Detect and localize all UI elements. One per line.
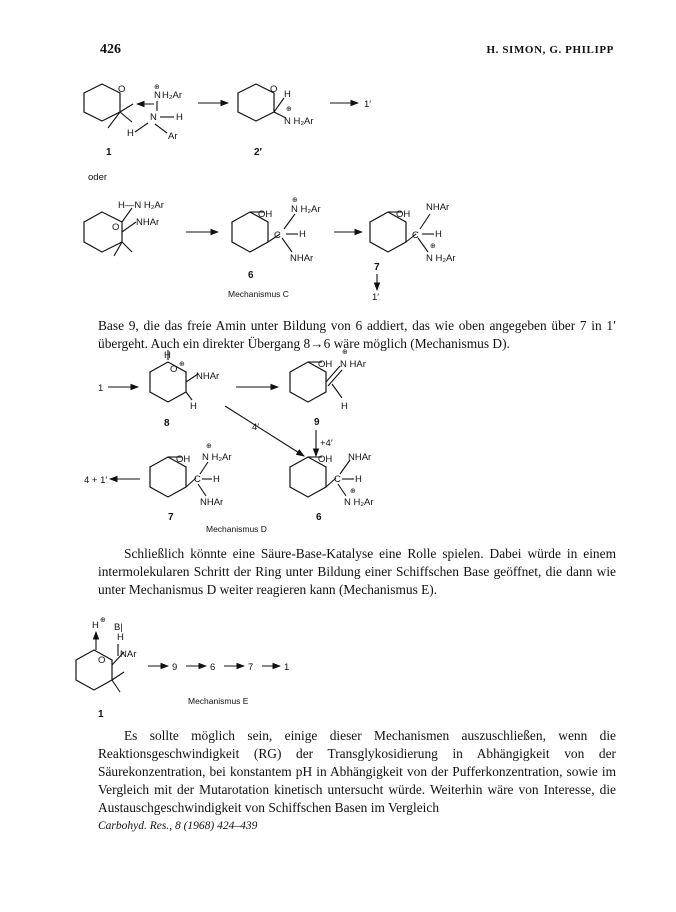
structure-7 [370,202,456,303]
start-1-label: 1 [98,383,104,394]
oh-label: OH [176,454,191,465]
structure-8 [150,350,219,429]
compound-9-label: 9 [314,417,320,428]
compound-7-label: 7 [168,512,174,523]
compound-2prime-label: 2′ [254,147,262,158]
plus-charge: ⊕ [292,197,298,204]
h-label: H [299,229,306,240]
nhar-label: NHAr [290,253,314,264]
c-label: C [194,474,201,485]
h-plus-label: H [92,620,99,631]
plus-4prime-label: 4′ [252,422,260,433]
product-1prime-label: 1′ [372,292,380,303]
journal-citation: Carbohyd. Res., 8 (1968) 424–439 [98,820,258,832]
h-label: H [213,474,220,485]
plus-charge: ⊕ [350,488,356,495]
compound-6-label: 6 [248,270,254,281]
mechanism-e-caption: Mechanismus E [188,696,249,706]
ar-label: Ar [168,131,178,142]
c-label: C [334,474,341,485]
nh2ar-label: N H₂Ar [284,116,314,127]
paragraph-2-text: Schließlich könnte eine Säure-Base-Katalyse eine Rolle spielen. Dabei würde in einem intermolekularen Schritt der Ring unter Bildung einer Schiffschen Base geöffnet, die dann wie unter Mechanismus D weiter reagieren kann (Mechanismus E). [98,546,616,597]
oh-label: OH [318,359,333,370]
plus-charge: ⊕ [286,106,292,113]
plus-charge: ⊕ [179,361,185,368]
seq-6: 6 [210,662,216,673]
products-4-1prime: 4 + 1′ [84,475,108,486]
h-label: H [355,474,362,485]
h-label: H [176,112,183,123]
n-har-label: N HAr [340,359,366,370]
oh-label: OH [258,209,273,220]
c-label: C [274,230,281,241]
n-h2ar-label: N H₂Ar [202,452,232,463]
n-h2ar-label: N [154,90,161,101]
compound-1-label: 1 [98,709,104,720]
h-top-label: H [164,350,171,361]
oh-label: OH [396,209,411,220]
mechanism-d-caption: Mechanismus D [206,524,267,534]
compound-7-label: 7 [374,262,380,273]
seq-9: 9 [172,662,178,673]
oh-label: OH [318,454,333,465]
plus-charge: ⊕ [100,617,106,624]
seq-1: 1 [284,662,290,673]
plus-4prime-label: +4′ [320,438,333,449]
h-label: H [284,89,291,100]
o-plus-label: O [170,364,178,375]
paragraph-2 [98,545,616,599]
n-h2ar-label: N H₂Ar [426,253,456,264]
plus-charge: ⊕ [342,349,348,356]
paragraph-3-text: Es sollte möglich sein, einige dieser Mechanismen auszuschließen, wenn die Reaktionsgeschwindigkeit (RG) der Transglykosidierung in Abhängigkeit von der Säurekonzentration, bei konstantem pH in Abhängigkeit von der Pufferkonzentration, sowie im Vergleich mit der Mutarotation kinetisch untersucht würde. Weiterhin wäre von Interesse, die Austauschgeschwindigkeit von Schiffschen Basen im Vergleich [98,728,616,815]
page-number: 426 [100,42,121,57]
n-h2ar-label: N H₂Ar [344,497,374,508]
h-label: H [341,401,348,412]
h2ar-tail: H₂Ar [162,90,183,101]
h-label: H [117,632,124,643]
nhar-label: NHAr [196,371,220,382]
nhar-label: NHAr [348,452,372,463]
structure-c-left [84,200,164,256]
compound-1-label: 1 [106,147,112,158]
plus-charge: ⊕ [206,443,212,450]
paragraph-1 [98,317,616,353]
c-label: C [412,230,419,241]
structure-2prime [238,84,314,158]
h-label: H [190,401,197,412]
structure-1-e [76,617,136,720]
structure-6-d [290,452,374,523]
compound-8-label: 8 [164,418,170,429]
nhar-label: NHAr [426,202,450,213]
compound-6-label: 6 [316,512,322,523]
plus-charge: ⊕ [154,84,160,91]
ring-oxygen-label: O [270,84,278,95]
structure-1-top [84,84,183,158]
seq-7: 7 [248,662,254,673]
ring-oxygen-label: O [98,655,106,666]
structure-7-d [150,443,232,523]
o-minus-label: O [112,222,120,233]
product-1prime-label: 1′ [364,99,372,110]
mechanism-e-sequence [148,662,289,673]
reaction-arrow-diagonal [225,406,304,456]
running-head: H. SIMON, G. PHILIPP [486,44,614,56]
structure-9 [290,349,366,428]
h-n-h2ar-label: H—N H₂Ar [118,200,164,211]
n-h2ar-label: N H₂Ar [291,204,321,215]
oder-label: oder [88,172,108,183]
nhar-label: NHAr [136,217,160,228]
nhar-label: NHAr [200,497,224,508]
structure-6 [232,197,321,281]
ring-oxygen-label: O [118,84,126,95]
base-label: B| [114,622,123,633]
paragraph-3 [98,727,616,817]
nar-label: NAr [120,649,137,660]
mechanism-c-caption: Mechanismus C [228,289,289,299]
h-label-2: H [127,128,134,139]
n-label: N [150,112,157,123]
h-label: H [435,229,442,240]
plus-charge: ⊕ [430,243,436,250]
paragraph-1-text: Base 9, die das freie Amin unter Bildung von 6 addiert, das wie oben angegeben über 7 in 1′ übergeht. Auch ein direkter Übergang 8→6 wäre möglich (Mechanismus D). [98,318,616,351]
